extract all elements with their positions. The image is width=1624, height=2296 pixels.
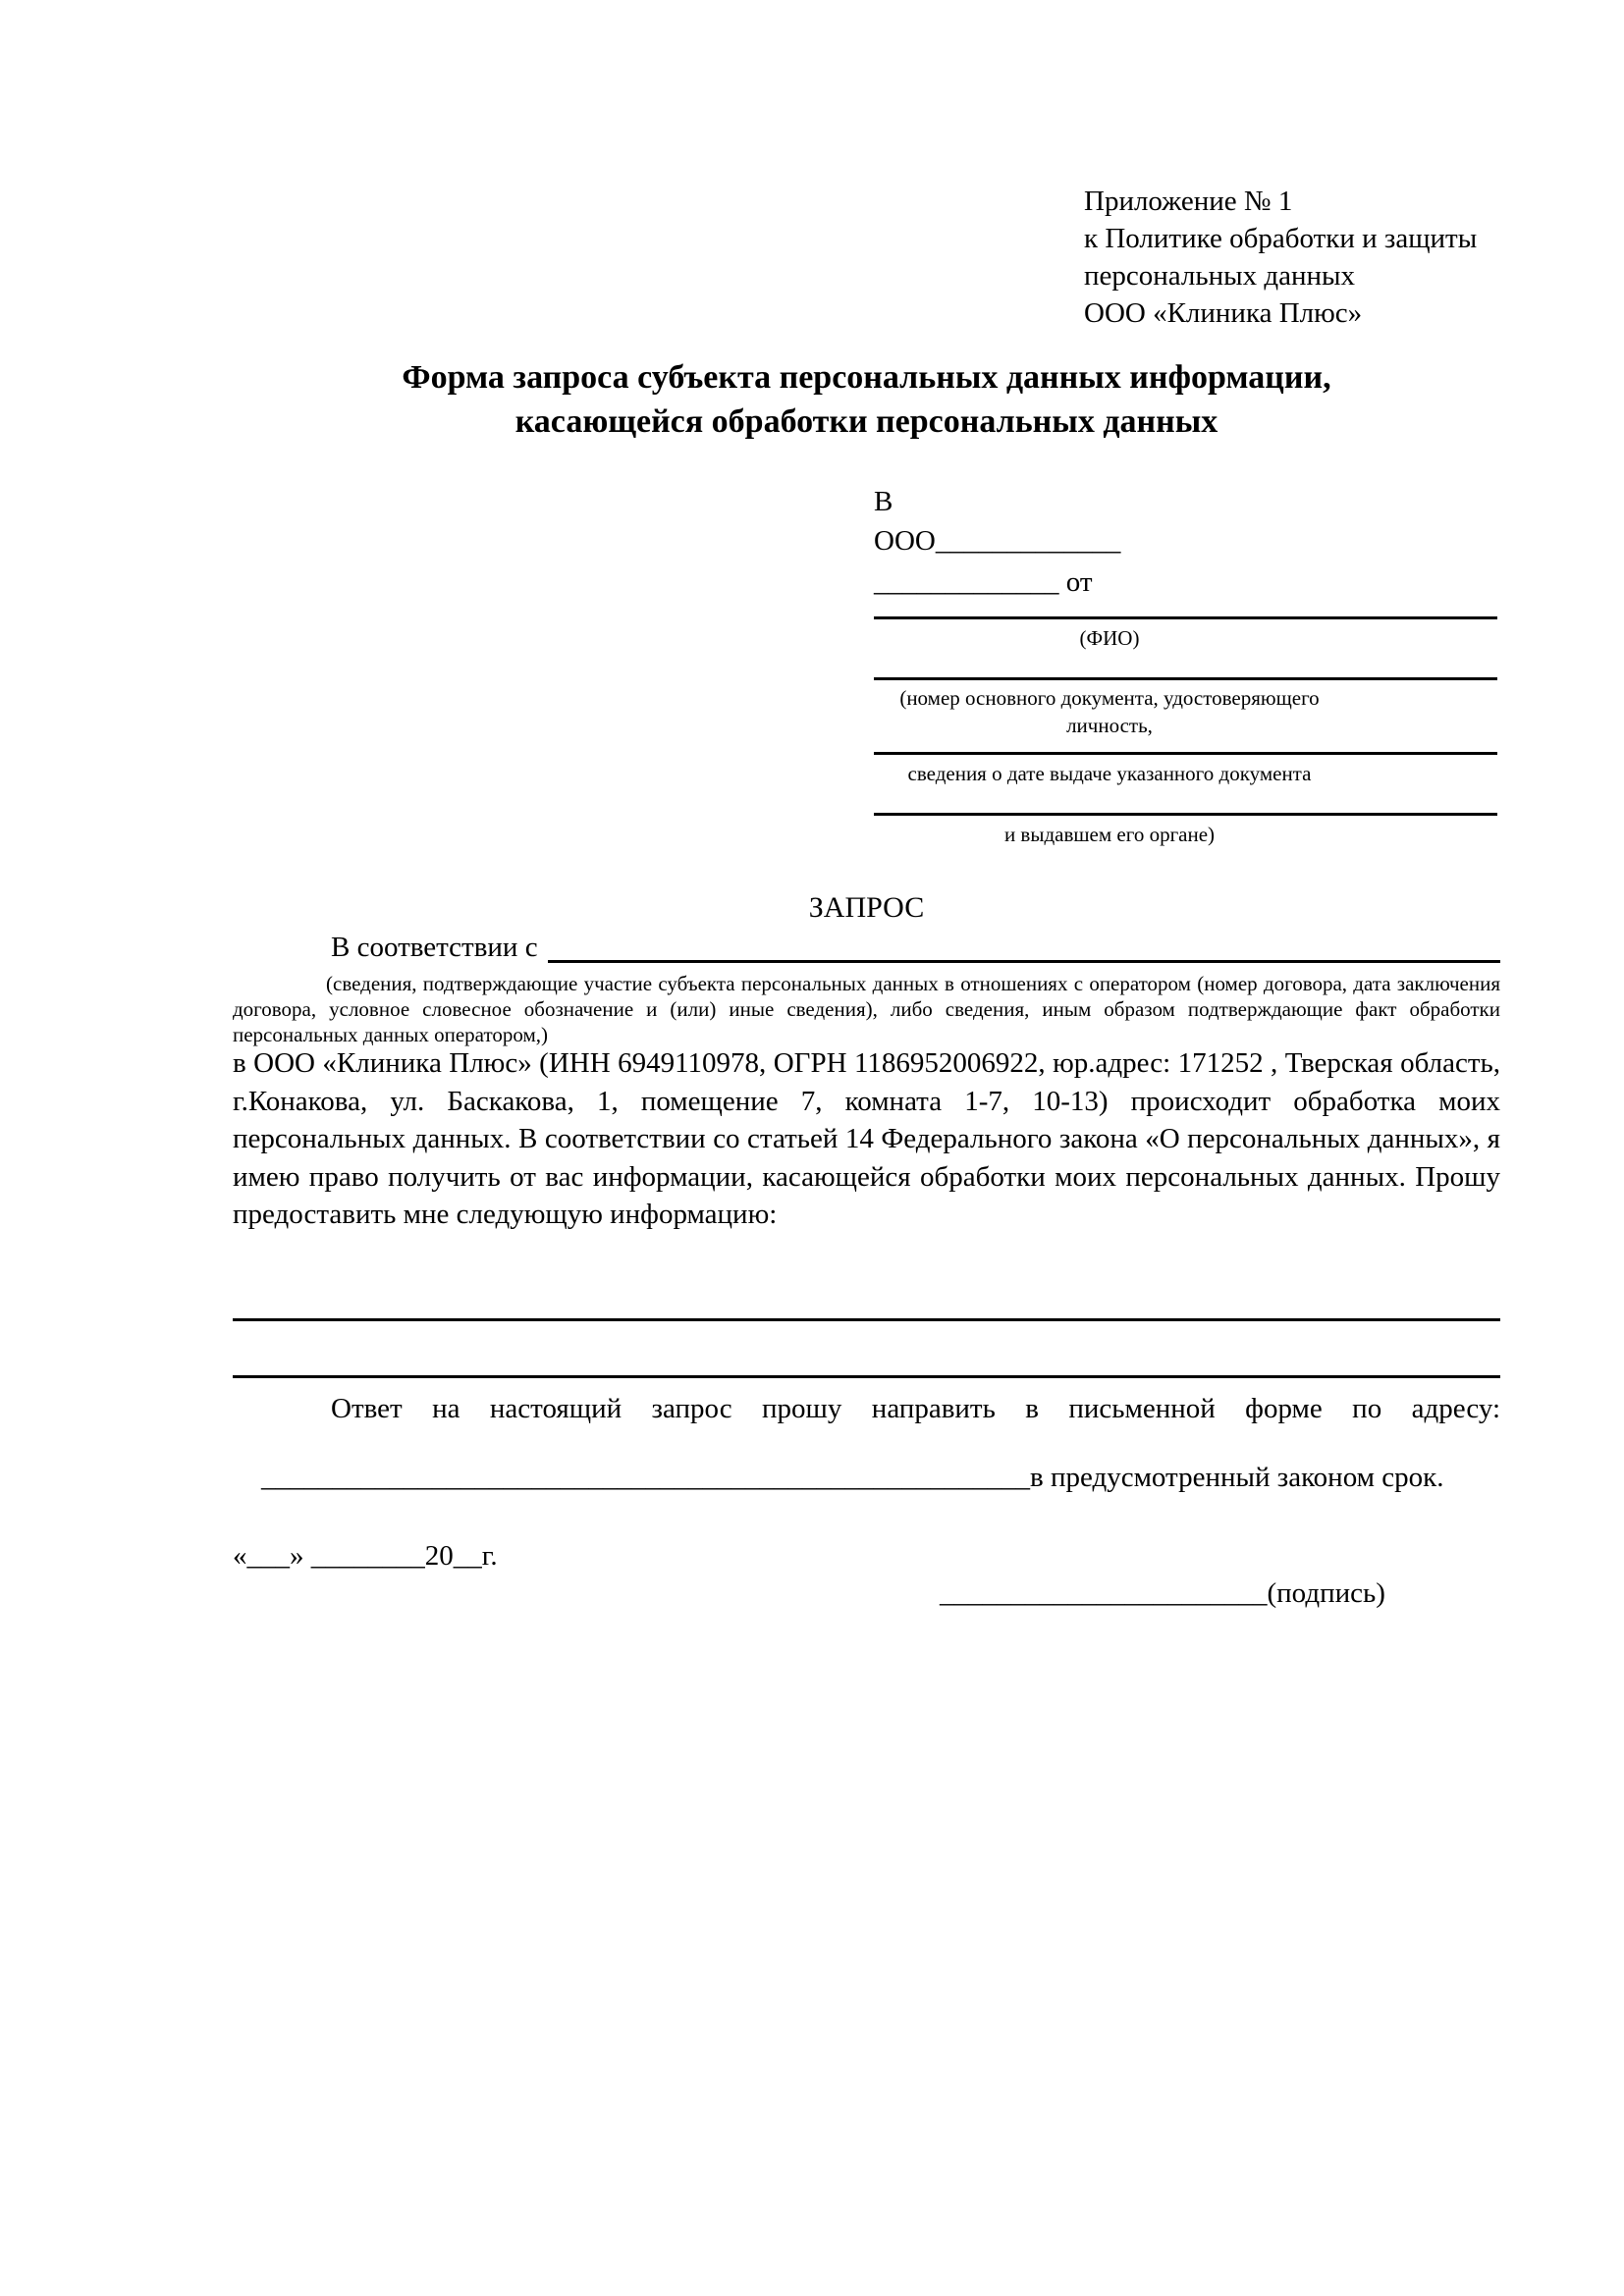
appendix-header-line-1: Приложение № 1 bbox=[1084, 186, 1293, 217]
addressee-company-blank: ООО_____________ bbox=[874, 525, 1121, 557]
accordance-prefix: В соответствии с bbox=[331, 932, 538, 963]
request-heading: ЗАПРОС bbox=[808, 891, 925, 924]
document-number-caption: (номер основного документа, удостоверяющего личность, bbox=[899, 686, 1320, 737]
issuing-authority-blank-line bbox=[874, 813, 1497, 816]
issue-date-caption: сведения о дате выдаче указанного документа bbox=[907, 762, 1312, 785]
document-number-blank-line bbox=[874, 677, 1497, 680]
response-address-line: Ответ на настоящий запрос прошу направить в письменной форме по адресу: bbox=[331, 1393, 1500, 1424]
appendix-header-line-3: персональных данных bbox=[1084, 260, 1356, 292]
document-title-line-1: Форма запроса субъекта персональных данных информации, bbox=[402, 359, 1331, 396]
accordance-footnote: (сведения, подтверждающие участие субъекта персональных данных в отношениях с оператором (номер договора, дата заключения договора, условное словесное обозначение и (или) иные сведения), либо сведения, иным образом подтверждающие факт обработки персональных данных оператором,) bbox=[233, 972, 1500, 1046]
response-term-line bbox=[233, 1421, 1500, 1533]
date-blank: «___» ________20__г. bbox=[233, 1540, 498, 1572]
answer-blank-line-2 bbox=[233, 1375, 1500, 1378]
signature-caption: (подпись) bbox=[1267, 1577, 1385, 1609]
response-address-blank: ______________________________________________________ bbox=[261, 1462, 1030, 1493]
addressee-from-blank: _____________ от bbox=[874, 566, 1093, 598]
signature-block bbox=[911, 1537, 1385, 1649]
fio-caption: (ФИО) bbox=[1079, 626, 1140, 650]
addressee-prefix: В bbox=[874, 486, 893, 517]
accordance-line bbox=[233, 929, 1500, 966]
signature-blank: _______________________ bbox=[940, 1577, 1268, 1609]
fio-blank-line bbox=[874, 616, 1497, 619]
response-term-text: в предусмотренный законом срок. bbox=[1030, 1462, 1444, 1493]
request-body-paragraph: в ООО «Клиника Плюс» (ИНН 6949110978, ОГРН 1186952006922, юр.адрес: 171252 , Тверская область, г.Конакова, ул. Баскакова, 1, помещение 7, комната 1-7, 10-13) происходит обработка моих персональных данных. В соответствии со статьей 14 Федерального закона «О персональных данных», я имею право получить от вас информации, касающейся обработки моих персональных данных. Прошу предоставить мне следующую информацию: bbox=[233, 1047, 1500, 1230]
accordance-blank-line bbox=[548, 960, 1500, 963]
appendix-header bbox=[1084, 183, 1477, 332]
appendix-header-line-4: ООО «Клиника Плюс» bbox=[1084, 297, 1363, 329]
document-title-line-2: касающейся обработки персональных данных bbox=[514, 403, 1218, 440]
issuing-authority-caption: и выдавшем его органе) bbox=[1003, 823, 1216, 846]
document-title bbox=[233, 355, 1500, 444]
appendix-header-line-2: к Политике обработки и защиты bbox=[1084, 223, 1478, 254]
issue-date-blank-line bbox=[874, 752, 1497, 755]
answer-blank-line-1 bbox=[233, 1318, 1500, 1321]
